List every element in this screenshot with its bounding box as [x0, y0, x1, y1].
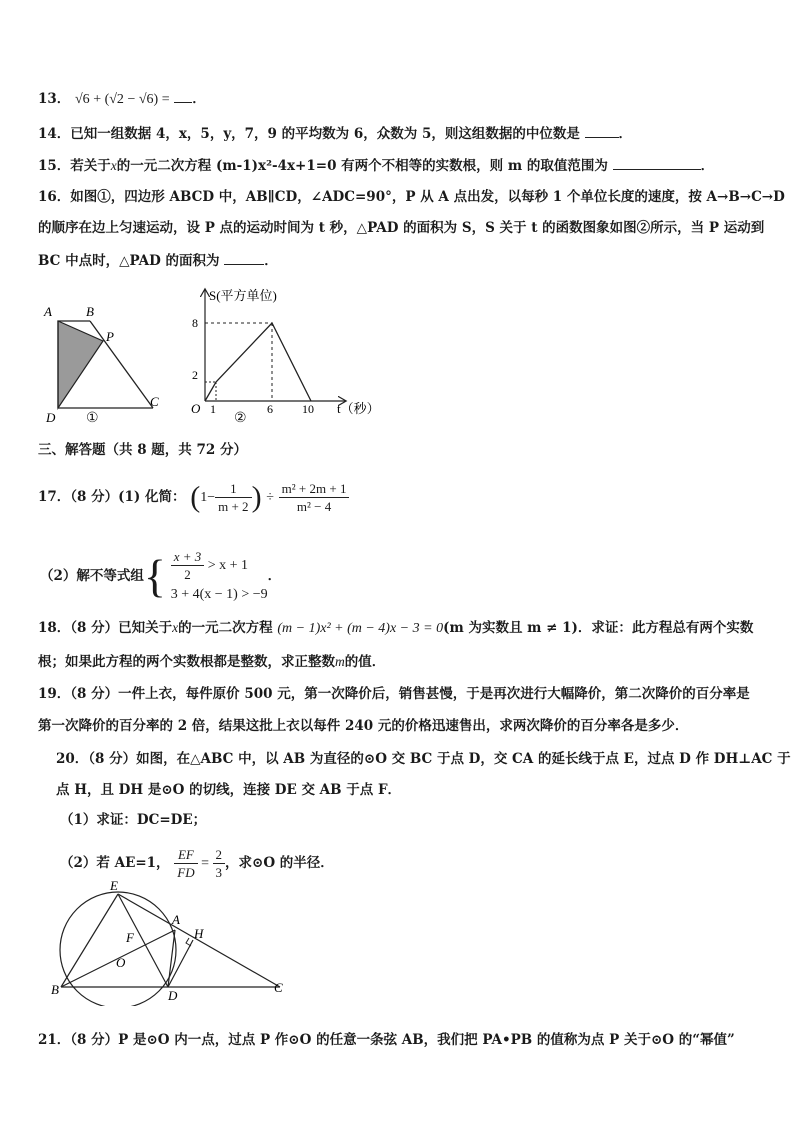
inequality-2: 3 + 4(x − 1) > −9 [170, 587, 268, 602]
variable-m: m [335, 654, 345, 669]
question-15-pre: 15．若关于 [38, 158, 111, 174]
tick-y-2: 2 [192, 368, 198, 382]
question-18-pre: 18．（8 分）已知关于 [38, 620, 173, 636]
question-18-condition: (m 为实数且 m ≠ 1)．求证：此方程总有两个实数 [443, 620, 754, 636]
inequality-1-rest: > x + 1 [204, 558, 249, 573]
question-17-label: 17．（8 分）(1) 化简： [38, 489, 186, 505]
end-mark: ． [618, 126, 633, 142]
question-18-line-2-text: 根；如果此方程的两个实数根都是整数，求正整数 [38, 654, 335, 670]
question-17-part-1 [38, 480, 349, 515]
variable-x: x [110, 158, 117, 173]
shaded-triangle-pad [58, 321, 103, 408]
tick-x-6: 6 [267, 402, 273, 416]
question-16-line-3-text: BC 中点时，△PAD 的面积为 [38, 253, 220, 269]
fraction-denominator: 3 [215, 865, 223, 880]
end-mark: ． [700, 158, 715, 174]
fraction-numerator: m² + 2m + 1 [279, 480, 350, 498]
tick-y-8: 8 [192, 316, 198, 330]
left-paren: ( [190, 480, 201, 514]
question-18-line-2 [38, 652, 385, 672]
divide-sign: ÷ [266, 490, 274, 505]
figure-2-caption: ② [234, 410, 247, 426]
question-number: 13． [38, 91, 71, 107]
question-13 [38, 88, 206, 110]
label-e: E [110, 878, 118, 893]
origin-label: O [191, 401, 201, 416]
question-18-mid: 的一元二次方程 [178, 620, 273, 636]
end-mark: ． [264, 253, 278, 269]
fraction-numerator: x + 3 [171, 548, 205, 566]
plus-sign: + ( [89, 92, 110, 107]
part-2-label: （2）解不等式组 [40, 568, 144, 584]
question-18-line-2-end: 的值． [344, 654, 386, 670]
label-c: C [150, 394, 159, 409]
question-20-line-2: 点 H，且 DH 是⊙O 的切线，连接 DE 交 AB 于点 F． [56, 782, 402, 798]
fraction-denominator: FD [177, 865, 195, 880]
fraction-numerator: 2 [213, 846, 226, 864]
y-axis-label: S(平方单位) [209, 288, 277, 303]
answer-blank [585, 123, 619, 138]
question-20-part-1: （1）求证：DC=DE； [60, 812, 207, 828]
fraction-denominator: m² − 4 [296, 499, 332, 514]
x-axis-label: t（秒） [337, 401, 380, 416]
label-c: C [274, 980, 283, 995]
question-14 [38, 123, 632, 144]
answer-blank [224, 250, 264, 265]
minus-sign: − [123, 92, 139, 107]
fraction-numerator: 1 [215, 480, 251, 498]
label-f: F [126, 930, 134, 945]
sqrt6-term: √6 [75, 92, 90, 107]
answer-blank [174, 88, 192, 103]
label-h: H [194, 926, 204, 941]
line-ad [168, 930, 175, 987]
question-16-line-2: 的顺序在边上匀速运动，设 P 点的运动时间为 t 秒，△PAD 的面积为 S，S 关于 t 的函数图象如图②所示，当 P 运动到 [38, 220, 765, 236]
part-2-pre: （2）若 AE=1， [60, 855, 170, 871]
system-brace: { [143, 550, 166, 602]
label-a: A [172, 912, 180, 927]
end-mark: ． [267, 568, 282, 584]
question-14-text: 14．已知一组数据 4，x，5，y，7，9 的平均数为 6，众数为 5，则这组数据的中位数是 [38, 126, 580, 142]
question-15-text: 的一元二次方程 (m-1)x²-4x+1=0 有两个不相等的实数根，则 m 的取值范围为 [116, 158, 608, 174]
question-19-line-1: 19．（8 分）一件上衣，每件原价 500 元，第一次降价后，销售甚慢，于是再次进行大幅降价，第二次降价的百分率是 [38, 686, 750, 702]
fraction-1-over-m-plus-2 [215, 480, 251, 515]
question-18-line-1 [38, 618, 753, 639]
inequality-system [171, 548, 268, 605]
figure-1-trapezoid [40, 298, 180, 428]
fraction-x-plus-3-over-2 [171, 548, 205, 583]
sqrt6-term-2: √6 [138, 92, 154, 107]
s-t-curve [205, 323, 311, 401]
question-16-line-1: 16．如图①，四边形 ABCD 中，AB∥CD，∠ADC=90°，P 从 A 点出发，以每秒 1 个单位长度的速度，按 A→B→C→D [38, 189, 785, 205]
label-b: B [51, 982, 59, 997]
label-a: A [44, 304, 52, 319]
fraction-numerator: EF [174, 846, 197, 864]
label-b: B [86, 304, 94, 319]
label-d: D [46, 410, 56, 425]
question-21: 21．（8 分）P 是⊙O 内一点，过点 P 作⊙O 的任意一条弦 AB，我们把 PA•PB 的值称为点 P 关于⊙O 的“幂值” [38, 1032, 735, 1048]
fraction-denominator: 2 [184, 567, 191, 582]
one-minus: 1− [200, 490, 216, 505]
end-mark: ． [192, 91, 206, 107]
figure-3-circle [48, 876, 298, 1006]
tick-x-1: 1 [210, 402, 216, 416]
section-3-title: 三、解答题（共 8 题，共 72 分） [38, 442, 247, 458]
inequality-1 [171, 548, 268, 583]
line-dh [168, 940, 193, 987]
fraction-denominator: m + 2 [218, 499, 249, 514]
tick-x-10: 10 [302, 402, 314, 416]
equals-sign: = [197, 856, 213, 871]
variable-x: x [172, 620, 179, 635]
question-16-line-3 [38, 250, 278, 271]
question-17-part-2 [40, 548, 281, 605]
question-15 [38, 155, 714, 176]
circle-o [60, 892, 176, 1006]
fraction-quadratic [279, 480, 350, 515]
right-paren: ) [251, 480, 262, 514]
answer-blank [613, 155, 701, 170]
question-19-line-2: 第一次降价的百分率的 2 倍，结果这批上衣以每件 240 元的价格迅速售出，求两次降价的百分率各是多少． [38, 718, 689, 734]
question-20-line-1: 20．（8 分）如图，在△ABC 中，以 AB 为直径的⊙O 交 BC 于点 D，交 CA 的延长线于点 E，过点 D 作 DH⊥AC 于 [56, 751, 791, 767]
part-2-post: ，求⊙O 的半径． [225, 855, 334, 871]
quadratic-equation: (m − 1)x² + (m − 4)x − 3 = 0 [277, 621, 444, 636]
label-o: O [116, 955, 126, 970]
figure-1-caption: ① [86, 410, 99, 426]
close-paren: ) = [153, 92, 170, 107]
label-d: D [168, 988, 178, 1003]
sqrt2-term: √2 [109, 92, 124, 107]
label-p: P [106, 329, 114, 344]
figure-2-graph [185, 282, 395, 427]
